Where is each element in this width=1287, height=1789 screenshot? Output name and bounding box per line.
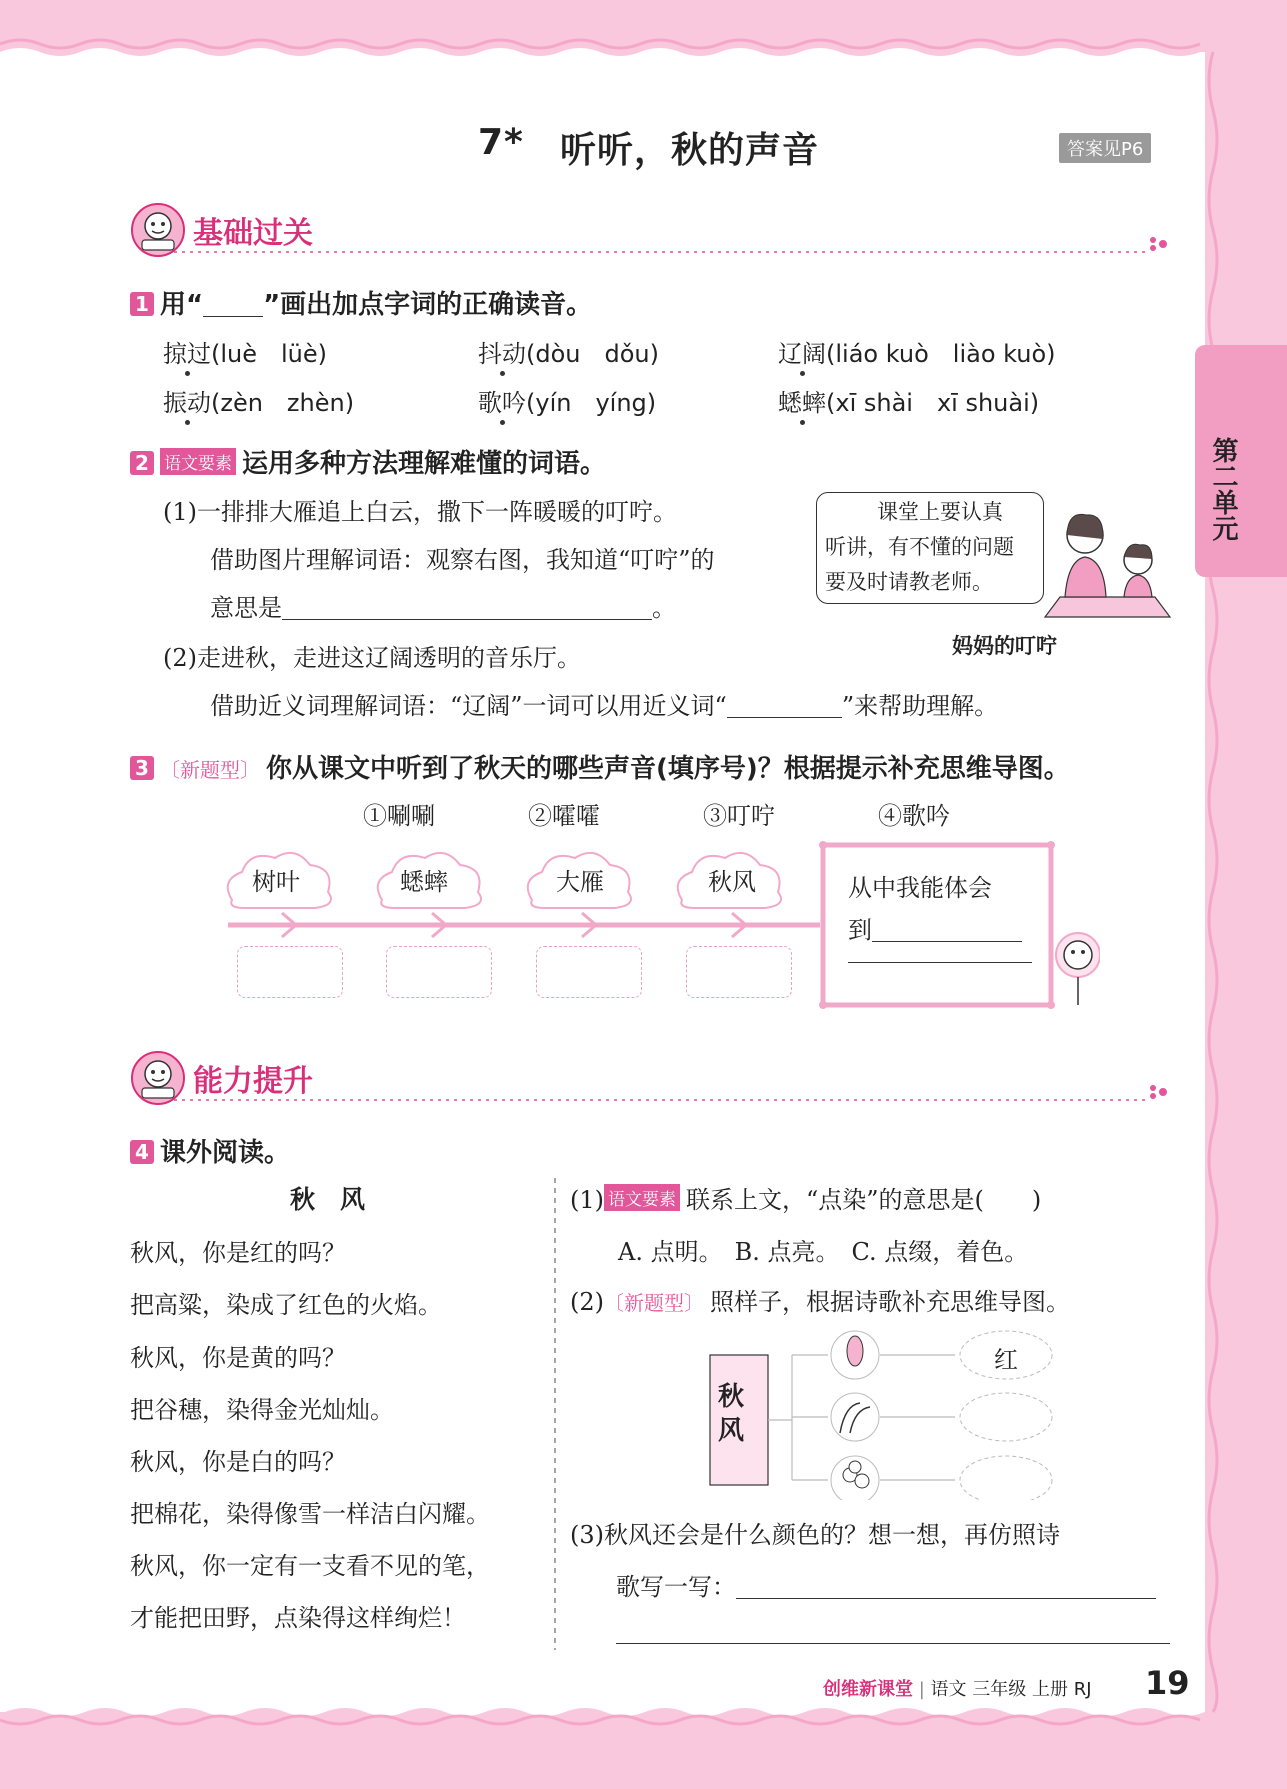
unit-label: 第二单元 bbox=[1208, 437, 1238, 541]
sub-label: (2) bbox=[570, 1288, 604, 1316]
q2-part2-sentence: (2)走进秋，走进这辽阔透明的音乐厅。 bbox=[163, 644, 581, 672]
q1-word: 抖动 bbox=[478, 340, 526, 368]
instruction-text: 你从课文中听到了秋天的哪些声音(填序号)？根据提示补充思维导图。 bbox=[266, 754, 1070, 784]
cloud-label: 秋风 bbox=[708, 868, 756, 896]
q2-part1-answer-line bbox=[210, 588, 676, 623]
answer-box[interactable] bbox=[237, 946, 343, 998]
instruction-text: 课外阅读。 bbox=[160, 1138, 291, 1168]
poem-line: 秋风，你是白的吗？ bbox=[130, 1448, 346, 1476]
question-number: 1 bbox=[130, 292, 154, 316]
q3-option: ④歌吟 bbox=[878, 802, 950, 830]
q1-word: 歌吟 bbox=[478, 389, 526, 417]
answer-blank[interactable] bbox=[616, 1643, 1170, 1644]
element-tag: 语文要素 bbox=[604, 1184, 680, 1211]
answer-box[interactable] bbox=[960, 1464, 1052, 1510]
footer-subject: 语文 bbox=[930, 1679, 967, 1700]
poem-line: 秋风，你一定有一支看不见的笔， bbox=[130, 1552, 490, 1580]
poem-line: 才能把田野，点染得这样绚烂！ bbox=[130, 1604, 466, 1632]
q1-options: (dòu dǒu) bbox=[526, 340, 659, 368]
prompt-text: 歌写一写： bbox=[616, 1573, 736, 1601]
prompt-text: 意思是 bbox=[210, 594, 282, 622]
q1-word: 振动 bbox=[163, 389, 211, 417]
result-prompt-line2 bbox=[848, 910, 1022, 945]
footer-edition: RJ bbox=[1073, 1679, 1092, 1700]
poem-line: 秋风，你是红的吗？ bbox=[130, 1239, 346, 1267]
q2-part1-sentence: (1)一排排大雁追上白云，撒下一阵暖暖的叮咛。 bbox=[163, 498, 677, 526]
poem-line: 把高粱，染成了红色的火焰。 bbox=[130, 1291, 442, 1319]
answer-box[interactable] bbox=[386, 946, 492, 998]
bubble-line: 课堂上要认真 bbox=[877, 500, 1003, 524]
bubble-line: 要及时请教老师。 bbox=[825, 570, 993, 594]
q1-word: 辽阔 bbox=[778, 340, 826, 368]
question-3-instruction bbox=[130, 748, 1070, 785]
cloud-label: 蟋蟀 bbox=[400, 868, 448, 896]
mascot-icon bbox=[128, 1048, 188, 1108]
q4-sub2 bbox=[570, 1282, 1070, 1317]
cloud-label: 大雁 bbox=[556, 868, 604, 896]
q4-sub1-choices[interactable]: A. 点明。 B. 点亮。 C. 点缀，着色。 bbox=[618, 1238, 1029, 1266]
sub-text: 联系上文，“点染”的意思是( ) bbox=[686, 1186, 1042, 1214]
question-number: 3 bbox=[130, 756, 154, 780]
underline-sample bbox=[203, 290, 263, 317]
sub-label: (1) bbox=[570, 1186, 604, 1214]
q1-options: (yín yíng) bbox=[526, 389, 657, 417]
instruction-text: 用“ bbox=[160, 290, 204, 320]
q1-item[interactable] bbox=[778, 383, 1039, 418]
answer-box[interactable] bbox=[686, 946, 792, 998]
q2-part2-prompt bbox=[210, 686, 998, 721]
mindmap-center-label: 秋风 bbox=[718, 1382, 745, 1446]
poem-line: 把棉花，染得像雪一样洁白闪耀。 bbox=[130, 1500, 490, 1528]
q4-sub3-line2 bbox=[616, 1567, 1156, 1602]
poem-title: 秋 风 bbox=[290, 1185, 366, 1214]
answer-box[interactable] bbox=[960, 1401, 1052, 1447]
answer-reference-badge: 答案见P6 bbox=[1059, 133, 1151, 163]
lesson-title: 听听，秋的声音 bbox=[560, 130, 820, 171]
q1-word: 掠过 bbox=[163, 340, 211, 368]
q1-item[interactable] bbox=[478, 383, 656, 418]
q1-options: (liáo kuò liào kuò) bbox=[826, 340, 1056, 368]
answer-blank[interactable] bbox=[872, 915, 1022, 942]
cloud-label: 树叶 bbox=[252, 868, 300, 896]
page-number: 19 bbox=[1145, 1664, 1190, 1702]
footer-grade: 三年级 bbox=[972, 1679, 1027, 1700]
new-type-tag: 〔新题型〕 bbox=[604, 1291, 704, 1315]
q2-part1-prompt: 借助图片理解词语：观察右图，我知道“叮咛”的 bbox=[210, 546, 715, 574]
speech-bubble bbox=[816, 492, 1044, 604]
q1-options: (zèn zhèn) bbox=[211, 389, 355, 417]
question-4-instruction bbox=[130, 1132, 290, 1169]
answer-blank[interactable] bbox=[848, 962, 1032, 963]
instruction-text: ”画出加点字词的正确读音。 bbox=[263, 290, 593, 320]
unit-tab bbox=[1195, 345, 1287, 577]
mother-child-illustration bbox=[1040, 505, 1175, 625]
footer-info: 创维新课堂 | 语文 三年级 上册 RJ bbox=[823, 1679, 1092, 1700]
answer-blank[interactable] bbox=[282, 593, 652, 620]
footer-brand: 创维新课堂 bbox=[823, 1679, 913, 1700]
bubble-line: 听讲，有不懂的问题 bbox=[825, 535, 1014, 559]
answer-blank[interactable] bbox=[736, 1572, 1156, 1599]
q4-sub1 bbox=[570, 1180, 1041, 1215]
q1-options: (luè lüè) bbox=[211, 340, 328, 368]
q1-item[interactable] bbox=[163, 334, 327, 369]
q3-option: ③叮咛 bbox=[703, 802, 775, 830]
sub-text: 照样子，根据诗歌补充思维导图。 bbox=[710, 1288, 1070, 1316]
new-type-tag: 〔新题型〕 bbox=[160, 758, 260, 782]
question-number: 4 bbox=[130, 1140, 154, 1164]
mindmap-sample-answer: 红 bbox=[994, 1346, 1018, 1374]
result-prompt: 从中我能体会 bbox=[848, 874, 992, 902]
section-title-basic: 基础过关 bbox=[193, 216, 313, 251]
prompt-text: ”来帮助理解。 bbox=[841, 692, 999, 720]
element-tag: 语文要素 bbox=[160, 448, 236, 475]
q1-item[interactable] bbox=[478, 334, 659, 369]
poem-line: 把谷穗，染得金光灿灿。 bbox=[130, 1396, 394, 1424]
answer-box[interactable] bbox=[536, 946, 642, 998]
lesson-number: 7* bbox=[478, 122, 524, 163]
prompt-text: 到 bbox=[848, 916, 872, 944]
q3-option: ①唰唰 bbox=[363, 802, 435, 830]
q3-option: ②嚯嚯 bbox=[528, 802, 600, 830]
q1-options: (xī shài xī shuài) bbox=[826, 389, 1040, 417]
image-caption: 妈妈的叮咛 bbox=[952, 634, 1057, 658]
question-number: 2 bbox=[130, 451, 154, 475]
prompt-text: 。 bbox=[652, 594, 676, 622]
footer-volume: 上册 bbox=[1031, 1679, 1068, 1700]
answer-blank[interactable] bbox=[727, 691, 842, 718]
section-title-advanced: 能力提升 bbox=[193, 1064, 313, 1099]
question-1-instruction bbox=[130, 284, 592, 321]
question-2-instruction bbox=[130, 443, 606, 480]
q1-item[interactable] bbox=[778, 334, 1056, 369]
q1-item[interactable] bbox=[163, 383, 354, 418]
instruction-text: 运用多种方法理解难懂的词语。 bbox=[242, 449, 607, 479]
prompt-text: 借助近义词理解词语：“辽阔”一词可以用近义词“ bbox=[210, 692, 727, 720]
mascot-icon bbox=[128, 200, 188, 260]
q4-sub3: (3)秋风还会是什么颜色的？想一想，再仿照诗 bbox=[570, 1521, 1060, 1549]
q1-word: 蟋蟀 bbox=[778, 389, 826, 417]
poem-line: 秋风，你是黄的吗？ bbox=[130, 1344, 346, 1372]
